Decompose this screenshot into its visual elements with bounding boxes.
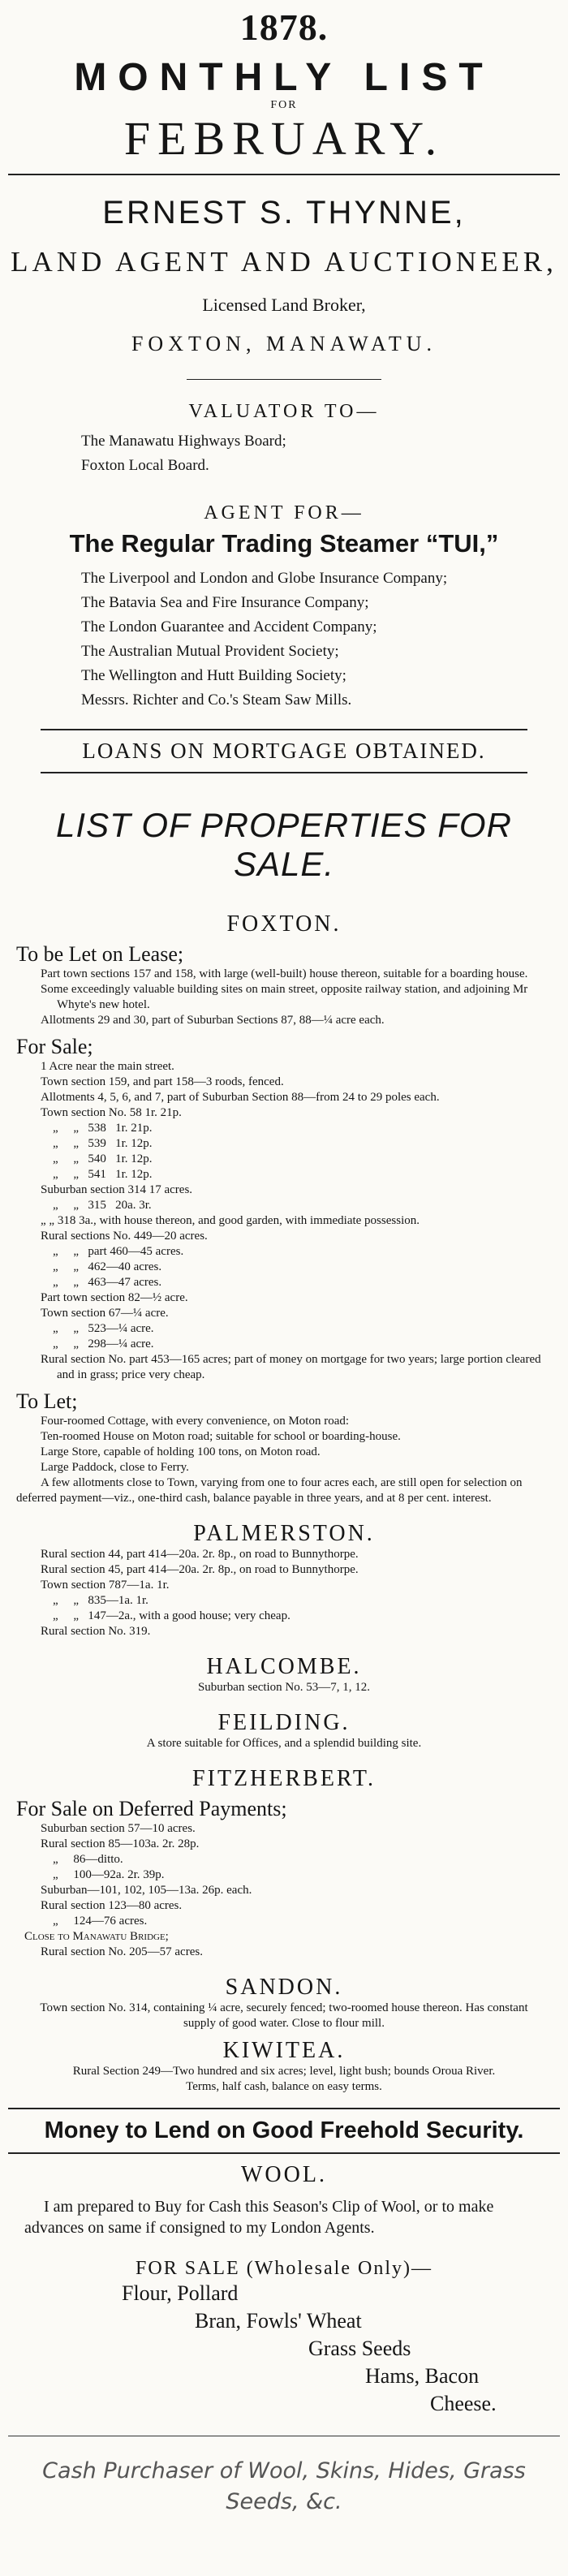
sale-item: „ „ 523—¼ acre. [41,1322,154,1335]
loans-banner: LOANS ON MORTGAGE OBTAINED. [41,729,527,773]
valuator-item: Foxton Local Board. [81,457,209,474]
sale-heading: For Sale; [16,1035,93,1058]
foxton-heading: FOXTON. [226,911,342,937]
lease-heading: To be Let on Lease; [16,942,184,966]
for-label: FOR [270,99,298,111]
sale-item: „ „ 463—47 acres. [41,1276,162,1289]
lease-item: Part town sections 157 and 158, with large (well-built) house thereon, suitable for a boarding house. [41,967,528,980]
sale-item: „ „ 541 1r. 12p. [41,1168,153,1181]
agent-title: LAND AGENT AND AUCTIONEER, [11,246,557,278]
sale-item: Town section 67—¼ acre. [41,1307,169,1320]
agency-item: The Australian Mutual Provident Society; [81,643,339,660]
sale-item: Allotments 4, 5, 6, and 7, part of Suburban Section 88—from 24 to 29 poles each. [41,1091,440,1104]
for-sale-heading: FOR SALE (Wholesale Only)— [136,2258,432,2279]
palmerston-item: Rural section 44, part 414—20a. 2r. 8p., on road to Bunnythorpe. [41,1548,359,1561]
sale-item: Town section 159, and part 158—3 roods, fenced. [41,1075,284,1088]
palmerston-item: „ „ 147—2a., with a good house; very cheap. [41,1609,290,1622]
lease-item: Allotments 29 and 30, part of Suburban Sections 87, 88—¼ acre each. [41,1014,385,1027]
fitzherbert-item: Rural section 85—103a. 2r. 28p. [41,1837,200,1850]
sale-item: „ „ 318 3a., with house thereon, and good garden, with immediate possession. [41,1214,420,1227]
sale-item: Rural section No. part 453—165 acres; part of money on mortgage for two years; large portion cleared and in grass; price very cheap. [41,1353,541,1381]
sale-list [8,1059,560,1383]
fitzherbert-item: „ 86—ditto. [41,1853,123,1866]
feilding-heading: FEILDING. [217,1710,351,1735]
goods-item: Flour, Pollard [122,2281,239,2305]
let-item: Large Paddock, close to Ferry. [41,1461,189,1474]
agency-item: The Wellington and Hutt Building Society; [81,667,346,684]
let-item: Four-roomed Cottage, with every convenience, on Moton road: [41,1415,350,1428]
wool-heading: WOOL. [241,2162,327,2187]
goods-list [8,2280,560,2418]
valuator-list [81,429,560,478]
fitzherbert-item: „ 100—92a. 2r. 39p. [41,1868,165,1881]
sale-item: 1 Acre near the main street. [41,1060,174,1073]
palmerston-item: „ „ 835—1a. 1r. [41,1594,148,1607]
lease-item: Some exceedingly valuable building sites on main street, opposite railway station, and adjoining Mr Whyte's new hotel. [41,983,528,1011]
year: 1878. [239,6,329,48]
halcombe-heading: HALCOMBE. [206,1654,362,1679]
palmerston-item: Rural section No. 319. [41,1625,151,1638]
sale-item: „ „ 538 1r. 21p. [41,1122,153,1135]
bridge-item: Rural section No. 205—57 acres. [41,1945,203,1958]
agent-town: FOXTON, MANAWATU. [131,332,437,355]
bridge-heading: Close to Manawatu Bridge; [24,1930,169,1943]
fitzherbert-heading: FITZHERBERT. [192,1766,376,1791]
sale-item: „ „ 540 1r. 12p. [41,1152,153,1165]
valuator-item: The Manawatu Highways Board; [81,433,286,450]
palmerston-item: Rural section 45, part 414—20a. 2r. 8p., on road to Bunnythorpe. [41,1563,359,1576]
fitzherbert-item: Suburban section 57—10 acres. [41,1822,196,1835]
short-rule [187,379,381,380]
divider [8,2108,560,2109]
let-item: Ten-roomed House on Moton road; suitable for school or boarding-house. [41,1430,401,1443]
sandon-heading: SANDON. [225,1975,343,2000]
goods-item: Hams, Bacon [365,2364,480,2388]
licence-line: Licensed Land Broker, [202,295,366,315]
fitzherbert-item: „ 124—76 acres. [41,1915,148,1928]
sale-item: „ „ 298—¼ acre. [41,1338,154,1350]
sandon-text: Town section No. 314, containing ¼ acre, securely fenced; two-roomed house thereon. Has constant supply of good water. Close to flour mill. [40,2001,528,2030]
sale-item: „ „ 315 20a. 3r. [41,1199,152,1212]
monthly-list-title: MONTHLY LIST [74,56,494,99]
agency-item: The Batavia Sea and Fire Insurance Company; [81,594,369,611]
allotments-note: A few allotments close to Town, varying from one to four acres each, are still open for selection on deferred payment—viz., one-third cash, balance payable in three years, and at 8 per cent. interest. [16,1476,523,1505]
steamer-line: The Regular Trading Steamer “TUI,” [69,529,499,558]
agencies-list [81,566,560,713]
month-title: FEBRUARY. [123,112,445,165]
properties-title: LIST OF PROPERTIES FOR SALE. [56,806,512,883]
valuator-heading: VALUATOR TO— [188,401,380,422]
sale-item: „ „ 462—40 acres. [41,1260,162,1273]
sale-item: Suburban section 314 17 acres. [41,1183,193,1196]
sale-item: Part town section 82—½ acre. [41,1291,188,1304]
divider [8,2152,560,2154]
fitzherbert-item: Suburban—101, 102, 105—13a. 26p. each. [41,1884,252,1897]
halcombe-item: Suburban section No. 53—7, 1, 12. [197,1681,371,1694]
feilding-item: A store suitable for Offices, and a splendid building site. [146,1737,422,1750]
palmerston-heading: PALMERSTON. [193,1521,375,1546]
sale-item: Rural sections No. 449—20 acres. [41,1230,208,1243]
money-banner: Money to Lend on Good Freehold Security. [44,2117,524,2143]
goods-item: Grass Seeds [308,2337,411,2360]
sale-item: „ „ part 460—45 acres. [41,1245,184,1258]
sale-item: „ „ 539 1r. 12p. [41,1137,153,1150]
agent-name: ERNEST S. THYNNE, [102,195,466,230]
let-item: Large Store, capable of holding 100 tons, on Moton road. [41,1445,321,1458]
deferred-heading: For Sale on Deferred Payments; [16,1797,287,1820]
palmerston-item: Town section 787—1a. 1r. [41,1579,170,1592]
kiwitea-heading: KIWITEA. [222,2038,346,2063]
sale-item: Town section No. 58 1r. 21p. [41,1106,182,1119]
goods-item: Cheese. [430,2392,497,2415]
divider [8,174,560,175]
footer-line: Cash Purchaser of Wool, Skins, Hides, Grass Seeds, &c. [42,2458,526,2514]
let-heading: To Let; [16,1389,78,1413]
agency-item: Messrs. Richter and Co.'s Steam Saw Mills. [81,691,352,709]
agency-item: The London Guarantee and Accident Company; [81,618,377,635]
fitzherbert-item: Rural section 123—80 acres. [41,1899,183,1912]
wool-text: I am prepared to Buy for Cash this Season's Clip of Wool, or to make advances on same if consigned to my London Agents. [24,2198,494,2237]
agent-for-heading: AGENT FOR— [204,502,364,523]
agency-item: The Liverpool and London and Globe Insurance Company; [81,570,448,587]
advertisement-page [8,6,560,2563]
goods-item: Bran, Fowls' Wheat [195,2309,362,2333]
kiwitea-text: Rural Section 249—Two hundred and six acres; level, light bush; bounds Oroua River. Terms, half cash, balance on easy terms. [72,2065,496,2093]
